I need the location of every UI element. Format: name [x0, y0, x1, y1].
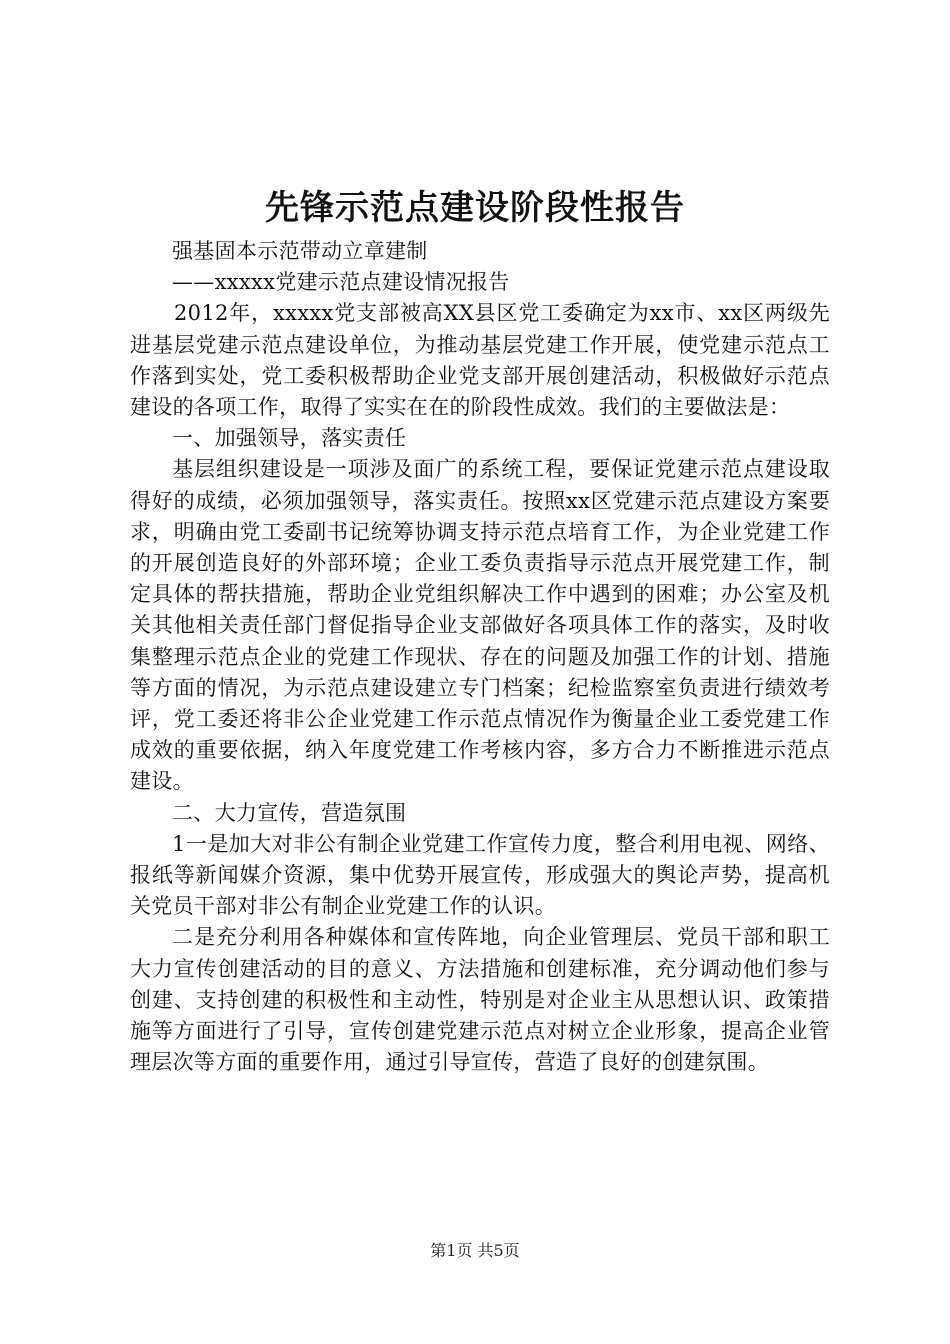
document-title: 先锋示范点建设阶段性报告: [265, 188, 685, 228]
paragraph-intro: 2012年，xxxxx党支部被高XX县区党工委确定为xx市、xx区两级先进基层党建示范点建设单位，为推动基层党建工作开展，使党建示范点工作落到实处，党工委积极帮助企业党支部开展创建活动，积极做好示范点建设的各项工作，取得了实实在在的阶段性成效。我们的主要做法是：: [130, 301, 830, 420]
document-body: [130, 236, 830, 1078]
section-heading-1: 一、加强领导，落实责任: [172, 426, 407, 451]
page-footer: 第1页 共5页: [430, 1241, 520, 1260]
subtitle-line-2: ——xxxxx党建示范点建设情况报告: [172, 270, 510, 295]
paragraph-section-2-item-2: 二是充分利用各种媒体和宣传阵地，向企业管理层、党员干部和职工大力宣传创建活动的目的意义、方法措施和创建标准，充分调动他们参与创建、支持创建的积极性和主动性，特别是对企业主从思想认识、政策措施等方面进行了引导，宣传创建党建示范点对树立企业形象，提高企业管理层次等方面的重要作用，通过引导宣传，营造了良好的创建氛围。: [130, 925, 830, 1075]
section-heading-2: 二、大力宣传，营造氛围: [172, 800, 407, 825]
subtitle-line-1: 强基固本示范带动立章建制: [172, 239, 428, 263]
paragraph-section-2-item-1: 1一是加大对非公有制企业党建工作宣传力度，整合利用电视、网络、报纸等新闻媒介资源，集中优势开展宣传，形成强大的舆论声势，提高机关党员干部对非公有制企业党建工作的认识。: [130, 831, 830, 919]
paragraph-section-1: 基层组织建设是一项涉及面广的系统工程，要保证党建示范点建设取得好的成绩，必须加强领导，落实责任。按照xx区党建示范点建设方案要求，明确由党工委副书记统筹协调支持示范点培育工作，为企业党建工作的开展创造良好的外部环境；企业工委负责指导示范点开展党建工作，制定具体的帮扶措施，帮助企业党组织解决工作中遇到的困难；办公室及机关其他相关责任部门督促指导企业支部做好各项具体工作的落实，及时收集整理示范点企业的党建工作现状、存在的问题及加强工作的计划、措施等方面的情况，为示范点建设建立专门档案；纪检监察室负责进行绩效考评，党工委还将非公企业党建工作示范点情况作为衡量企业工委党建工作成效的重要依据，纳入年度党建工作考核内容，多方合力不断推进示范点建设。: [130, 457, 830, 794]
